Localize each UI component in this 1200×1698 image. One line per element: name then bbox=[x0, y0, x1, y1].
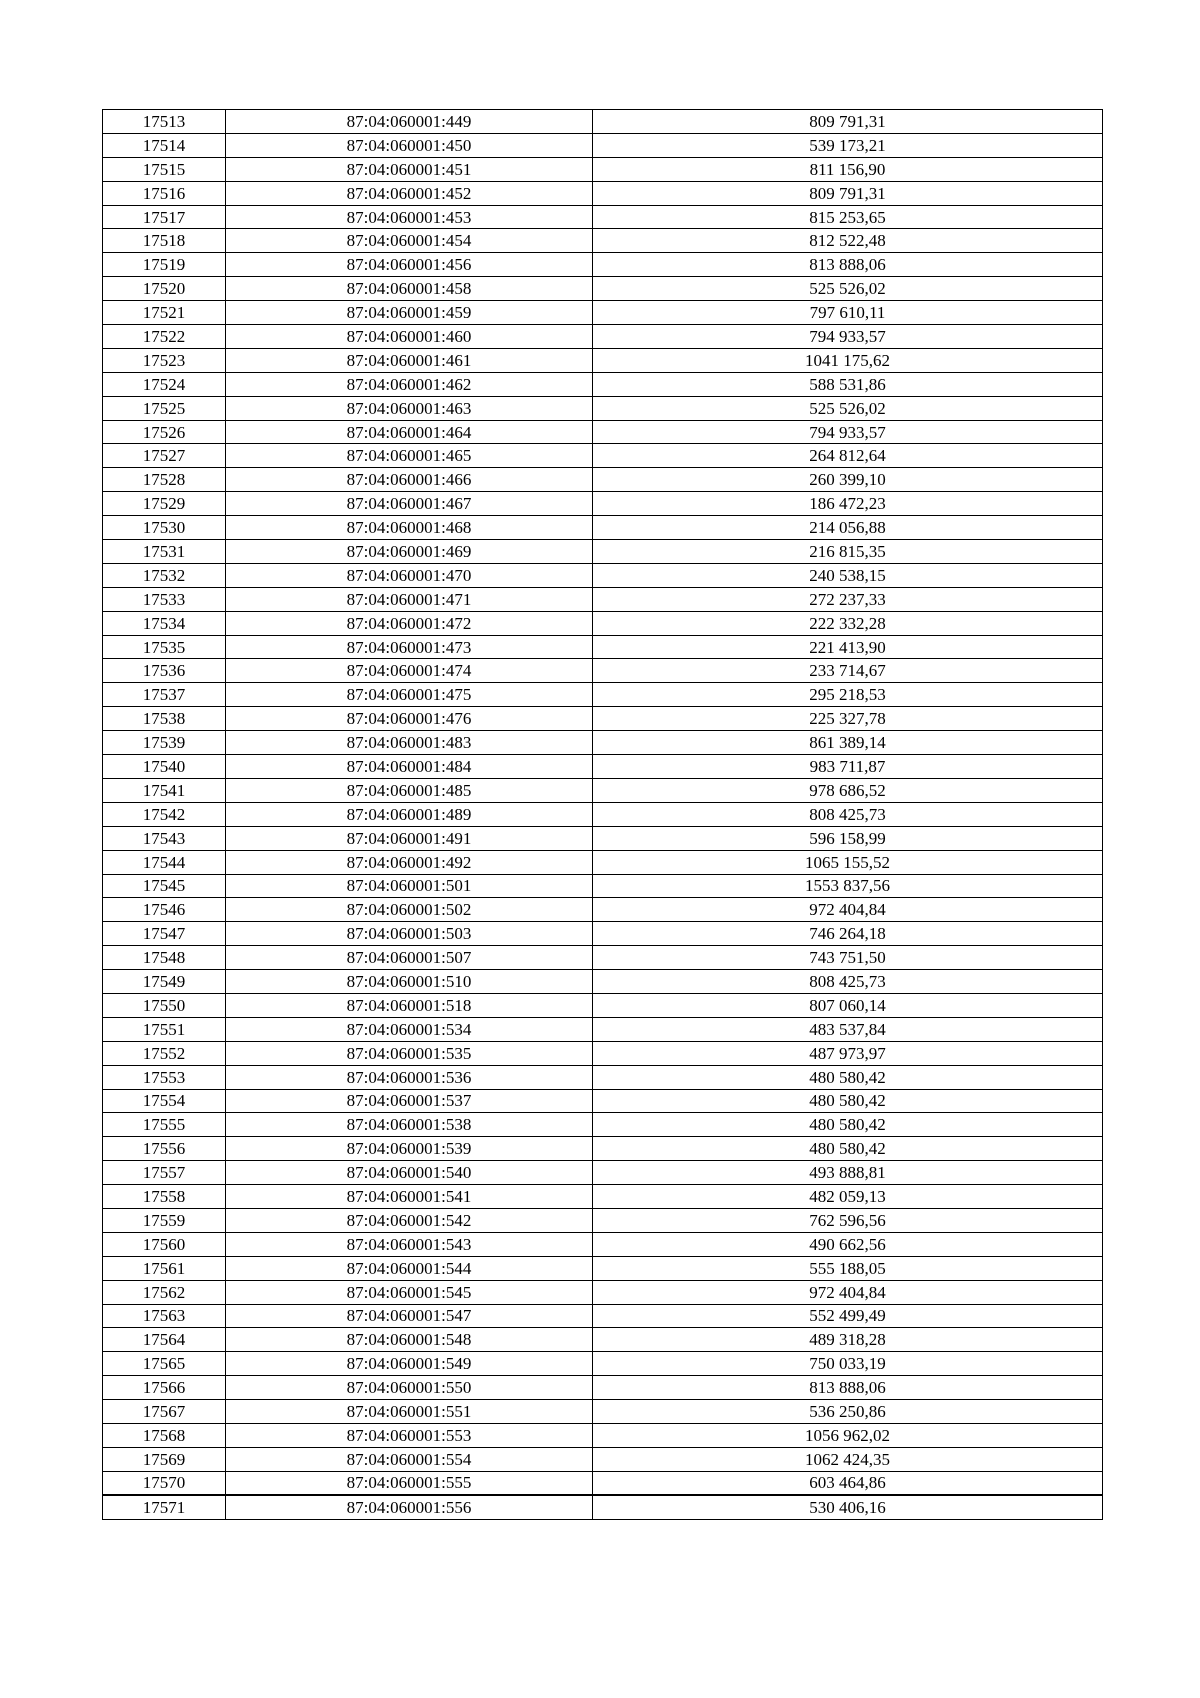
table-row bbox=[103, 707, 1103, 731]
table-row bbox=[103, 755, 1103, 779]
row-number-cell: 17564 bbox=[103, 1328, 226, 1352]
table-row bbox=[103, 1280, 1103, 1304]
value-cell: 482 059,13 bbox=[593, 1185, 1103, 1209]
table-row bbox=[103, 372, 1103, 396]
value-cell: 978 686,52 bbox=[593, 778, 1103, 802]
table-row bbox=[103, 1328, 1103, 1352]
cadastral-number-cell: 87:04:060001:491 bbox=[226, 826, 593, 850]
table-row bbox=[103, 444, 1103, 468]
cadastral-number-cell: 87:04:060001:467 bbox=[226, 492, 593, 516]
table-row bbox=[103, 587, 1103, 611]
cadastral-number-cell: 87:04:060001:485 bbox=[226, 778, 593, 802]
table-row bbox=[103, 348, 1103, 372]
row-number-cell: 17539 bbox=[103, 731, 226, 755]
cadastral-number-cell: 87:04:060001:554 bbox=[226, 1447, 593, 1471]
value-cell: 480 580,42 bbox=[593, 1089, 1103, 1113]
table-row bbox=[103, 826, 1103, 850]
table-row bbox=[103, 301, 1103, 325]
cadastral-number-cell: 87:04:060001:538 bbox=[226, 1113, 593, 1137]
row-number-cell: 17520 bbox=[103, 277, 226, 301]
table-row bbox=[103, 133, 1103, 157]
cadastral-number-cell: 87:04:060001:483 bbox=[226, 731, 593, 755]
table-row bbox=[103, 205, 1103, 229]
value-cell: 480 580,42 bbox=[593, 1113, 1103, 1137]
value-cell: 807 060,14 bbox=[593, 993, 1103, 1017]
cadastral-number-cell: 87:04:060001:501 bbox=[226, 874, 593, 898]
row-number-cell: 17537 bbox=[103, 683, 226, 707]
row-number-cell: 17528 bbox=[103, 468, 226, 492]
row-number-cell: 17555 bbox=[103, 1113, 226, 1137]
cadastral-number-cell: 87:04:060001:472 bbox=[226, 611, 593, 635]
value-cell: 596 158,99 bbox=[593, 826, 1103, 850]
value-cell: 746 264,18 bbox=[593, 922, 1103, 946]
cadastral-number-cell: 87:04:060001:464 bbox=[226, 420, 593, 444]
cadastral-number-cell: 87:04:060001:471 bbox=[226, 587, 593, 611]
cadastral-number-cell: 87:04:060001:474 bbox=[226, 659, 593, 683]
value-cell: 809 791,31 bbox=[593, 181, 1103, 205]
table-row bbox=[103, 1185, 1103, 1209]
table-row bbox=[103, 946, 1103, 970]
row-number-cell: 17549 bbox=[103, 970, 226, 994]
row-number-cell: 17526 bbox=[103, 420, 226, 444]
table-row bbox=[103, 1400, 1103, 1424]
row-number-cell: 17513 bbox=[103, 110, 226, 134]
cadastral-number-cell: 87:04:060001:470 bbox=[226, 563, 593, 587]
value-cell: 525 526,02 bbox=[593, 277, 1103, 301]
row-number-cell: 17569 bbox=[103, 1447, 226, 1471]
table-row bbox=[103, 325, 1103, 349]
cadastral-number-cell: 87:04:060001:461 bbox=[226, 348, 593, 372]
row-number-cell: 17530 bbox=[103, 516, 226, 540]
value-cell: 536 250,86 bbox=[593, 1400, 1103, 1424]
value-cell: 487 973,97 bbox=[593, 1041, 1103, 1065]
table-row bbox=[103, 277, 1103, 301]
value-cell: 588 531,86 bbox=[593, 372, 1103, 396]
cadastral-number-cell: 87:04:060001:555 bbox=[226, 1471, 593, 1495]
row-number-cell: 17518 bbox=[103, 229, 226, 253]
table-body bbox=[103, 110, 1103, 1520]
row-number-cell: 17535 bbox=[103, 635, 226, 659]
cadastral-number-cell: 87:04:060001:476 bbox=[226, 707, 593, 731]
table-row bbox=[103, 492, 1103, 516]
value-cell: 222 332,28 bbox=[593, 611, 1103, 635]
table-row bbox=[103, 516, 1103, 540]
table-row bbox=[103, 1423, 1103, 1447]
row-number-cell: 17550 bbox=[103, 993, 226, 1017]
table-row bbox=[103, 1208, 1103, 1232]
row-number-cell: 17542 bbox=[103, 802, 226, 826]
value-cell: 972 404,84 bbox=[593, 898, 1103, 922]
row-number-cell: 17566 bbox=[103, 1376, 226, 1400]
value-cell: 1062 424,35 bbox=[593, 1447, 1103, 1471]
value-cell: 530 406,16 bbox=[593, 1495, 1103, 1519]
cadastral-number-cell: 87:04:060001:466 bbox=[226, 468, 593, 492]
value-cell: 794 933,57 bbox=[593, 420, 1103, 444]
value-cell: 483 537,84 bbox=[593, 1017, 1103, 1041]
row-number-cell: 17532 bbox=[103, 563, 226, 587]
row-number-cell: 17561 bbox=[103, 1256, 226, 1280]
value-cell: 762 596,56 bbox=[593, 1208, 1103, 1232]
value-cell: 214 056,88 bbox=[593, 516, 1103, 540]
table-row bbox=[103, 1041, 1103, 1065]
table-row bbox=[103, 157, 1103, 181]
row-number-cell: 17521 bbox=[103, 301, 226, 325]
cadastral-number-cell: 87:04:060001:551 bbox=[226, 1400, 593, 1424]
row-number-cell: 17547 bbox=[103, 922, 226, 946]
cadastral-number-cell: 87:04:060001:549 bbox=[226, 1352, 593, 1376]
value-cell: 260 399,10 bbox=[593, 468, 1103, 492]
cadastral-value-table bbox=[102, 109, 1103, 1520]
cadastral-number-cell: 87:04:060001:503 bbox=[226, 922, 593, 946]
table-row bbox=[103, 420, 1103, 444]
row-number-cell: 17531 bbox=[103, 540, 226, 564]
value-cell: 480 580,42 bbox=[593, 1065, 1103, 1089]
value-cell: 480 580,42 bbox=[593, 1137, 1103, 1161]
row-number-cell: 17540 bbox=[103, 755, 226, 779]
cadastral-number-cell: 87:04:060001:548 bbox=[226, 1328, 593, 1352]
table-row bbox=[103, 611, 1103, 635]
cadastral-number-cell: 87:04:060001:545 bbox=[226, 1280, 593, 1304]
value-cell: 221 413,90 bbox=[593, 635, 1103, 659]
table-row bbox=[103, 1256, 1103, 1280]
row-number-cell: 17571 bbox=[103, 1495, 226, 1519]
table-row bbox=[103, 731, 1103, 755]
cadastral-number-cell: 87:04:060001:540 bbox=[226, 1161, 593, 1185]
value-cell: 815 253,65 bbox=[593, 205, 1103, 229]
cadastral-number-cell: 87:04:060001:492 bbox=[226, 850, 593, 874]
cadastral-number-cell: 87:04:060001:450 bbox=[226, 133, 593, 157]
table-row bbox=[103, 396, 1103, 420]
value-cell: 983 711,87 bbox=[593, 755, 1103, 779]
table-row bbox=[103, 181, 1103, 205]
table-row bbox=[103, 1352, 1103, 1376]
row-number-cell: 17545 bbox=[103, 874, 226, 898]
cadastral-number-cell: 87:04:060001:543 bbox=[226, 1232, 593, 1256]
value-cell: 186 472,23 bbox=[593, 492, 1103, 516]
row-number-cell: 17560 bbox=[103, 1232, 226, 1256]
table-row bbox=[103, 253, 1103, 277]
value-cell: 808 425,73 bbox=[593, 802, 1103, 826]
cadastral-number-cell: 87:04:060001:459 bbox=[226, 301, 593, 325]
table-row bbox=[103, 1161, 1103, 1185]
table-row bbox=[103, 778, 1103, 802]
table-row bbox=[103, 874, 1103, 898]
table-row bbox=[103, 898, 1103, 922]
value-cell: 1041 175,62 bbox=[593, 348, 1103, 372]
row-number-cell: 17568 bbox=[103, 1423, 226, 1447]
row-number-cell: 17516 bbox=[103, 181, 226, 205]
row-number-cell: 17554 bbox=[103, 1089, 226, 1113]
cadastral-number-cell: 87:04:060001:553 bbox=[226, 1423, 593, 1447]
table-row bbox=[103, 563, 1103, 587]
table-row bbox=[103, 993, 1103, 1017]
cadastral-number-cell: 87:04:060001:475 bbox=[226, 683, 593, 707]
table-row bbox=[103, 110, 1103, 134]
cadastral-number-cell: 87:04:060001:449 bbox=[226, 110, 593, 134]
row-number-cell: 17551 bbox=[103, 1017, 226, 1041]
row-number-cell: 17570 bbox=[103, 1471, 226, 1495]
cadastral-number-cell: 87:04:060001:542 bbox=[226, 1208, 593, 1232]
value-cell: 972 404,84 bbox=[593, 1280, 1103, 1304]
cadastral-number-cell: 87:04:060001:507 bbox=[226, 946, 593, 970]
table-row bbox=[103, 1471, 1103, 1495]
value-cell: 1553 837,56 bbox=[593, 874, 1103, 898]
cadastral-number-cell: 87:04:060001:465 bbox=[226, 444, 593, 468]
row-number-cell: 17529 bbox=[103, 492, 226, 516]
cadastral-number-cell: 87:04:060001:463 bbox=[226, 396, 593, 420]
row-number-cell: 17534 bbox=[103, 611, 226, 635]
cadastral-number-cell: 87:04:060001:484 bbox=[226, 755, 593, 779]
cadastral-number-cell: 87:04:060001:510 bbox=[226, 970, 593, 994]
table-row bbox=[103, 1113, 1103, 1137]
row-number-cell: 17515 bbox=[103, 157, 226, 181]
value-cell: 812 522,48 bbox=[593, 229, 1103, 253]
value-cell: 794 933,57 bbox=[593, 325, 1103, 349]
row-number-cell: 17552 bbox=[103, 1041, 226, 1065]
row-number-cell: 17524 bbox=[103, 372, 226, 396]
row-number-cell: 17562 bbox=[103, 1280, 226, 1304]
row-number-cell: 17546 bbox=[103, 898, 226, 922]
table-row bbox=[103, 922, 1103, 946]
value-cell: 539 173,21 bbox=[593, 133, 1103, 157]
table-row bbox=[103, 659, 1103, 683]
cadastral-number-cell: 87:04:060001:502 bbox=[226, 898, 593, 922]
value-cell: 272 237,33 bbox=[593, 587, 1103, 611]
row-number-cell: 17517 bbox=[103, 205, 226, 229]
row-number-cell: 17536 bbox=[103, 659, 226, 683]
value-cell: 809 791,31 bbox=[593, 110, 1103, 134]
value-cell: 264 812,64 bbox=[593, 444, 1103, 468]
row-number-cell: 17559 bbox=[103, 1208, 226, 1232]
cadastral-number-cell: 87:04:060001:458 bbox=[226, 277, 593, 301]
row-number-cell: 17523 bbox=[103, 348, 226, 372]
value-cell: 216 815,35 bbox=[593, 540, 1103, 564]
table-row bbox=[103, 850, 1103, 874]
cadastral-number-cell: 87:04:060001:468 bbox=[226, 516, 593, 540]
value-cell: 797 610,11 bbox=[593, 301, 1103, 325]
table-row bbox=[103, 970, 1103, 994]
value-cell: 525 526,02 bbox=[593, 396, 1103, 420]
table-row bbox=[103, 1065, 1103, 1089]
value-cell: 552 499,49 bbox=[593, 1304, 1103, 1328]
row-number-cell: 17548 bbox=[103, 946, 226, 970]
cadastral-number-cell: 87:04:060001:550 bbox=[226, 1376, 593, 1400]
cadastral-number-cell: 87:04:060001:453 bbox=[226, 205, 593, 229]
table-row bbox=[103, 468, 1103, 492]
row-number-cell: 17541 bbox=[103, 778, 226, 802]
row-number-cell: 17519 bbox=[103, 253, 226, 277]
cadastral-number-cell: 87:04:060001:489 bbox=[226, 802, 593, 826]
value-cell: 743 751,50 bbox=[593, 946, 1103, 970]
value-cell: 240 538,15 bbox=[593, 563, 1103, 587]
cadastral-number-cell: 87:04:060001:541 bbox=[226, 1185, 593, 1209]
value-cell: 861 389,14 bbox=[593, 731, 1103, 755]
cadastral-number-cell: 87:04:060001:460 bbox=[226, 325, 593, 349]
value-cell: 808 425,73 bbox=[593, 970, 1103, 994]
cadastral-number-cell: 87:04:060001:454 bbox=[226, 229, 593, 253]
row-number-cell: 17563 bbox=[103, 1304, 226, 1328]
cadastral-number-cell: 87:04:060001:473 bbox=[226, 635, 593, 659]
row-number-cell: 17533 bbox=[103, 587, 226, 611]
row-number-cell: 17538 bbox=[103, 707, 226, 731]
cadastral-number-cell: 87:04:060001:518 bbox=[226, 993, 593, 1017]
value-cell: 295 218,53 bbox=[593, 683, 1103, 707]
cadastral-number-cell: 87:04:060001:469 bbox=[226, 540, 593, 564]
cadastral-number-cell: 87:04:060001:462 bbox=[226, 372, 593, 396]
table-row bbox=[103, 1232, 1103, 1256]
table-row bbox=[103, 1376, 1103, 1400]
table-row bbox=[103, 1447, 1103, 1471]
cadastral-number-cell: 87:04:060001:451 bbox=[226, 157, 593, 181]
value-cell: 813 888,06 bbox=[593, 1376, 1103, 1400]
table-row bbox=[103, 1495, 1103, 1519]
value-cell: 555 188,05 bbox=[593, 1256, 1103, 1280]
row-number-cell: 17565 bbox=[103, 1352, 226, 1376]
value-cell: 813 888,06 bbox=[593, 253, 1103, 277]
row-number-cell: 17544 bbox=[103, 850, 226, 874]
row-number-cell: 17567 bbox=[103, 1400, 226, 1424]
row-number-cell: 17558 bbox=[103, 1185, 226, 1209]
row-number-cell: 17525 bbox=[103, 396, 226, 420]
cadastral-number-cell: 87:04:060001:456 bbox=[226, 253, 593, 277]
table-row bbox=[103, 683, 1103, 707]
value-cell: 603 464,86 bbox=[593, 1471, 1103, 1495]
table-row bbox=[103, 540, 1103, 564]
row-number-cell: 17527 bbox=[103, 444, 226, 468]
cadastral-number-cell: 87:04:060001:452 bbox=[226, 181, 593, 205]
table-row bbox=[103, 1089, 1103, 1113]
value-cell: 489 318,28 bbox=[593, 1328, 1103, 1352]
row-number-cell: 17557 bbox=[103, 1161, 226, 1185]
table-row bbox=[103, 802, 1103, 826]
table-row bbox=[103, 1137, 1103, 1161]
cadastral-number-cell: 87:04:060001:539 bbox=[226, 1137, 593, 1161]
value-cell: 1065 155,52 bbox=[593, 850, 1103, 874]
value-cell: 1056 962,02 bbox=[593, 1423, 1103, 1447]
value-cell: 233 714,67 bbox=[593, 659, 1103, 683]
cadastral-number-cell: 87:04:060001:536 bbox=[226, 1065, 593, 1089]
row-number-cell: 17522 bbox=[103, 325, 226, 349]
value-cell: 493 888,81 bbox=[593, 1161, 1103, 1185]
value-cell: 225 327,78 bbox=[593, 707, 1103, 731]
cadastral-number-cell: 87:04:060001:544 bbox=[226, 1256, 593, 1280]
cadastral-number-cell: 87:04:060001:534 bbox=[226, 1017, 593, 1041]
table-row bbox=[103, 635, 1103, 659]
cadastral-number-cell: 87:04:060001:556 bbox=[226, 1495, 593, 1519]
cadastral-number-cell: 87:04:060001:537 bbox=[226, 1089, 593, 1113]
row-number-cell: 17553 bbox=[103, 1065, 226, 1089]
row-number-cell: 17556 bbox=[103, 1137, 226, 1161]
value-cell: 811 156,90 bbox=[593, 157, 1103, 181]
row-number-cell: 17514 bbox=[103, 133, 226, 157]
cadastral-number-cell: 87:04:060001:535 bbox=[226, 1041, 593, 1065]
value-cell: 750 033,19 bbox=[593, 1352, 1103, 1376]
table-row bbox=[103, 229, 1103, 253]
table-row bbox=[103, 1017, 1103, 1041]
row-number-cell: 17543 bbox=[103, 826, 226, 850]
value-cell: 490 662,56 bbox=[593, 1232, 1103, 1256]
table-row bbox=[103, 1304, 1103, 1328]
cadastral-number-cell: 87:04:060001:547 bbox=[226, 1304, 593, 1328]
